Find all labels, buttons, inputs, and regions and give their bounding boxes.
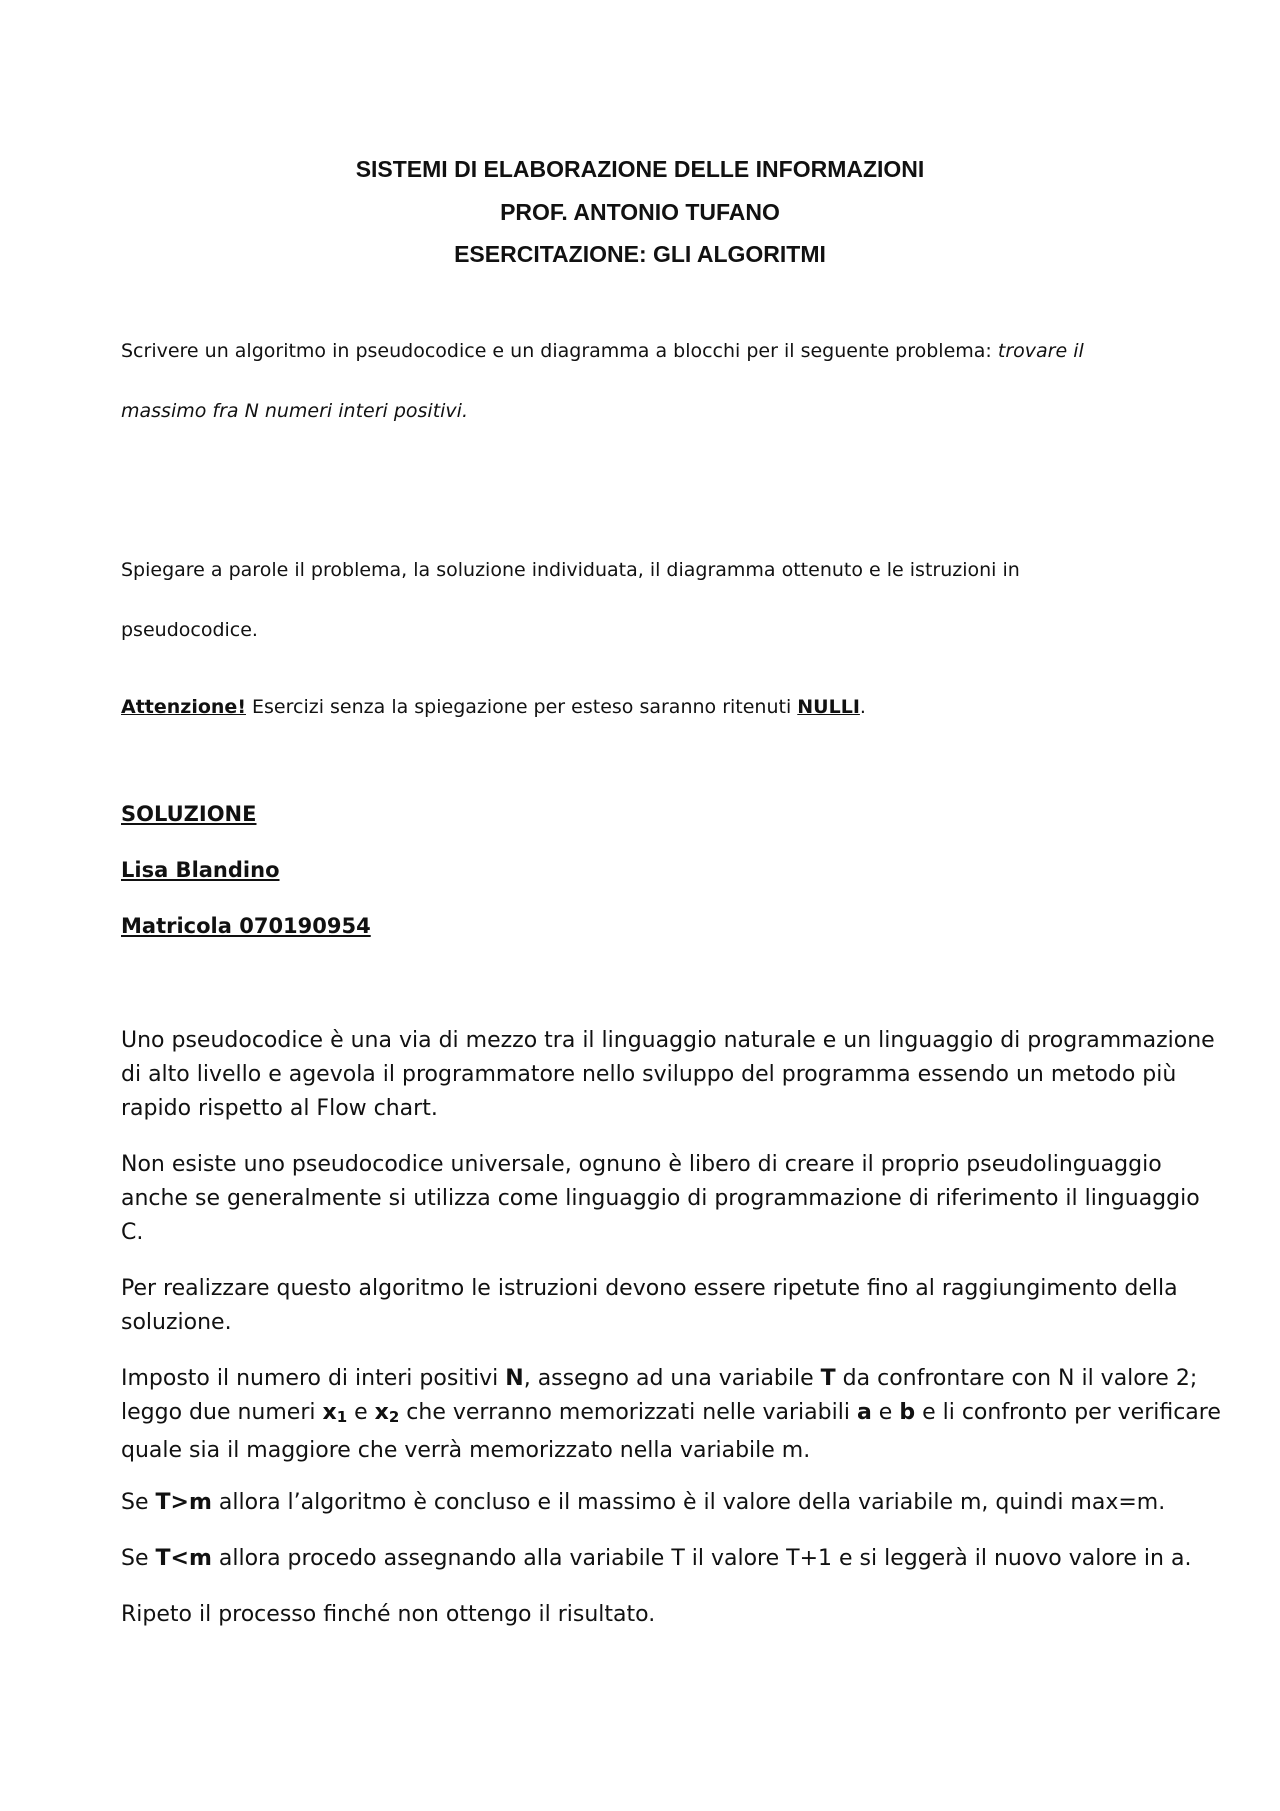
task-line-1 [121, 340, 1084, 362]
paragraph-condition-less [121, 1542, 1192, 1576]
text-line: di alto livello e agevola il programmatore nello sviluppo del programma essendo un metodo più [121, 1062, 1177, 1087]
text-span: x [374, 1400, 389, 1425]
task-problem-italic-2: massimo fra N numeri interi positivi. [121, 400, 468, 422]
student-id: Matricola 070190954 [121, 914, 371, 938]
text-line: Non esiste uno pseudocodice universale, ognuno è libero di creare il proprio pseudolinguaggio [121, 1152, 1162, 1177]
text-span: che verranno memorizzati nelle variabili [399, 1400, 857, 1425]
condition-bold: T>m [155, 1490, 212, 1515]
text-span: e li confronto per verificare [915, 1400, 1221, 1425]
condition-bold: T<m [155, 1546, 212, 1571]
var-x1 [322, 1400, 347, 1425]
author-name: Lisa Blandino [121, 858, 280, 882]
text-line: soluzione. [121, 1310, 232, 1335]
document-title: SISTEMI DI ELABORAZIONE DELLE INFORMAZIONI [355, 156, 925, 182]
text-span: e [871, 1400, 900, 1425]
solution-heading: SOLUZIONE [121, 802, 257, 826]
text-span: leggo due numeri [121, 1400, 323, 1425]
text-span: Imposto il numero di interi positivi [121, 1366, 506, 1391]
text-span: allora l’algoritmo è concluso e il massimo è il valore della variabile m, quindi max=m. [211, 1490, 1166, 1515]
warning-end: . [859, 696, 866, 718]
text-line: rapido rispetto al Flow chart. [121, 1096, 438, 1121]
text-span: x [322, 1400, 337, 1425]
explain-line-1: Spiegare a parole il problema, la soluzione individuata, il diagramma ottenuto e le istruzioni in [121, 559, 1020, 581]
warning-text: Esercizi senza la spiegazione per esteso saranno ritenuti [245, 696, 798, 718]
warning-label: Attenzione! [121, 696, 246, 718]
text-span: da confrontare con N il valore 2; [835, 1366, 1198, 1391]
subscript: 2 [388, 1408, 400, 1426]
text-line [121, 1486, 1171, 1520]
paragraph-algorithm-steps [121, 1362, 1221, 1468]
var-n: N [505, 1366, 524, 1391]
text-span: Se [121, 1546, 156, 1571]
text-line [121, 1362, 1198, 1396]
paragraph-pseudocode-definition [121, 1024, 1215, 1126]
paragraph-algorithm-intro [121, 1272, 1178, 1340]
var-a: a [856, 1400, 872, 1425]
var-x2 [375, 1400, 400, 1425]
paragraph-pseudocode-universal [121, 1148, 1200, 1250]
text-line: Ripeto il processo finché non ottengo il risultato. [121, 1602, 656, 1627]
paragraph-condition-greater [121, 1486, 1171, 1520]
text-line [121, 1396, 1221, 1434]
warning-line [121, 696, 866, 718]
text-line: C. [121, 1220, 144, 1245]
task-problem-italic: trovare il [997, 340, 1084, 362]
text-span: Se [121, 1490, 156, 1515]
exercise-title: ESERCITAZIONE: GLI ALGORITMI [454, 241, 826, 267]
warning-nulli: NULLI [797, 696, 860, 718]
text-span: e [347, 1400, 375, 1425]
task-text: Scrivere un algoritmo in pseudocodice e un diagramma a blocchi per il seguente problema: [121, 340, 998, 362]
text-line: anche se generalmente si utilizza come linguaggio di programmazione di riferimento il linguaggio [121, 1186, 1200, 1211]
paragraph-repeat [121, 1598, 1171, 1632]
text-span: allora procedo assegnando alla variabile T il valore T+1 e si leggerà il nuovo valore in a. [211, 1546, 1192, 1571]
task-line-2 [121, 400, 468, 422]
var-t: T [820, 1366, 836, 1391]
text-line: quale sia il maggiore che verrà memorizzato nella variabile m. [121, 1438, 811, 1463]
var-b: b [899, 1400, 916, 1425]
text-span: , assegno ad una variabile [523, 1366, 821, 1391]
explain-line-2: pseudocodice. [121, 619, 258, 641]
text-line [121, 1542, 1192, 1576]
text-line: Per realizzare questo algoritmo le istruzioni devono essere ripetute fino al raggiungimento della [121, 1276, 1178, 1301]
professor-name: PROF. ANTONIO TUFANO [500, 199, 780, 225]
text-line: Uno pseudocodice è una via di mezzo tra il linguaggio naturale e un linguaggio di programmazione [121, 1028, 1215, 1053]
subscript: 1 [336, 1408, 348, 1426]
